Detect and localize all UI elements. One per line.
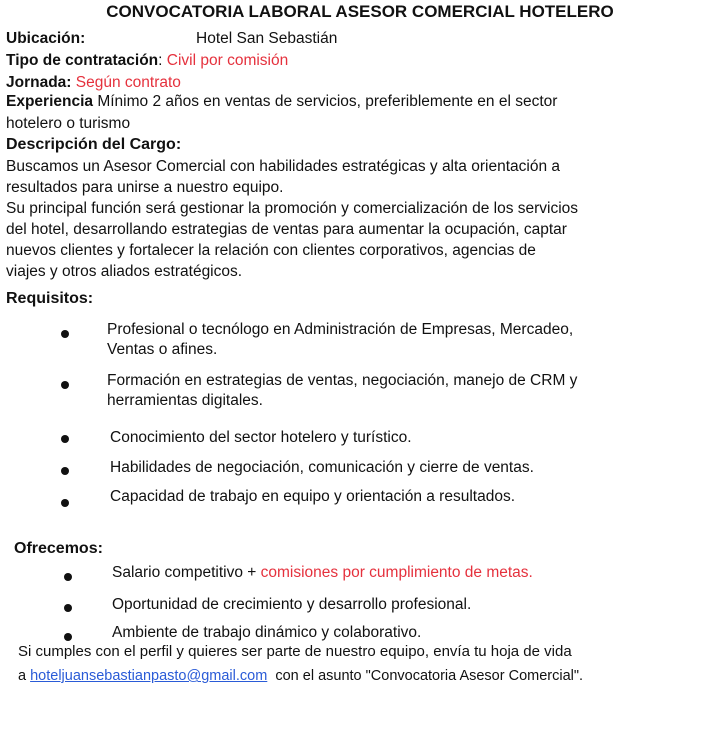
contract-type-row [6, 52, 288, 70]
contract-type-label: Tipo de contratación [6, 52, 159, 69]
description-line: del hotel, desarrollando estrategias de ventas para aumentar la ocupación, captar [6, 221, 567, 238]
description-line: Su principal función será gestionar la promoción y comercialización de los servicios [6, 200, 579, 217]
description-heading: Descripción del Cargo: [6, 136, 182, 153]
contract-type-separator: : [158, 52, 167, 69]
email-link[interactable]: hoteljuansebastianpasto@gmail.com [30, 668, 268, 684]
experience-text-2: hotelero o turismo [6, 115, 131, 132]
offer-item [112, 623, 421, 643]
location-row [6, 30, 338, 48]
requirement-text: Profesional o tecnólogo en Administración de Empresas, Mercadeo, [107, 321, 574, 338]
closing-prefix: a [18, 668, 31, 684]
requirement-item [110, 428, 412, 448]
description-line: nuevos clientes y fortalecer la relación con clientes corporativos, agencias de [6, 242, 536, 259]
requirement-item [110, 458, 534, 478]
schedule-value: Según contrato [75, 74, 181, 91]
closing-contact [18, 668, 583, 684]
bullet-dot [64, 604, 72, 612]
requirement-item [107, 320, 573, 360]
requirement-text: herramientas digitales. [107, 392, 263, 409]
closing-subject: con el asunto "Convocatoria Asesor Comercial". [267, 668, 584, 684]
description-line: resultados para unirse a nuestro equipo. [6, 179, 284, 196]
bullet-dot [61, 435, 69, 443]
closing-line: Si cumples con el perfil y quieres ser parte de nuestro equipo, envía tu hoja de vida [18, 643, 572, 660]
bullet-dot [64, 633, 72, 641]
bullet-dot [61, 381, 69, 389]
experience-row [6, 93, 557, 111]
offer-highlight: comisiones por cumplimiento de metas. [260, 564, 533, 581]
offer-item [112, 595, 471, 615]
bullet-dot [61, 499, 69, 507]
requirement-text: Conocimiento del sector hotelero y turístico. [110, 429, 412, 446]
location-value: Hotel San Sebastián [196, 30, 338, 47]
offer-item [112, 563, 533, 583]
location-label: Ubicación: [6, 30, 86, 47]
experience-label: Experiencia [6, 93, 94, 110]
experience-text-1: Mínimo 2 años en ventas de servicios, preferiblemente en el sector [97, 93, 558, 110]
requirement-text: Capacidad de trabajo en equipo y orientación a resultados. [110, 488, 515, 505]
offer-text: Ambiente de trabajo dinámico y colaborativo. [112, 624, 422, 641]
bullet-dot [64, 573, 72, 581]
contract-type-value: Civil por comisión [166, 52, 289, 69]
bullet-dot [61, 330, 69, 338]
description-line: Buscamos un Asesor Comercial con habilidades estratégicas y alta orientación a [6, 158, 560, 175]
offer-text: Oportunidad de crecimiento y desarrollo profesional. [112, 596, 472, 613]
requirement-text: Formación en estrategias de ventas, negociación, manejo de CRM y [107, 372, 578, 389]
requirement-item [107, 371, 577, 411]
description-line: viajes y otros aliados estratégicos. [6, 263, 243, 280]
requirement-item [110, 487, 515, 507]
bullet-dot [61, 467, 69, 475]
page-title: CONVOCATORIA LABORAL ASESOR COMERCIAL HOTELERO [106, 2, 614, 21]
offer-text: Salario competitivo + [112, 564, 261, 581]
schedule-label: Jornada: [6, 74, 72, 91]
schedule-row [6, 74, 181, 92]
requirement-text: Ventas o afines. [107, 341, 218, 358]
requirements-heading: Requisitos: [6, 290, 94, 307]
requirement-text: Habilidades de negociación, comunicación y cierre de ventas. [110, 459, 534, 476]
offer-heading: Ofrecemos: [14, 540, 103, 557]
description-paragraph [6, 156, 578, 282]
